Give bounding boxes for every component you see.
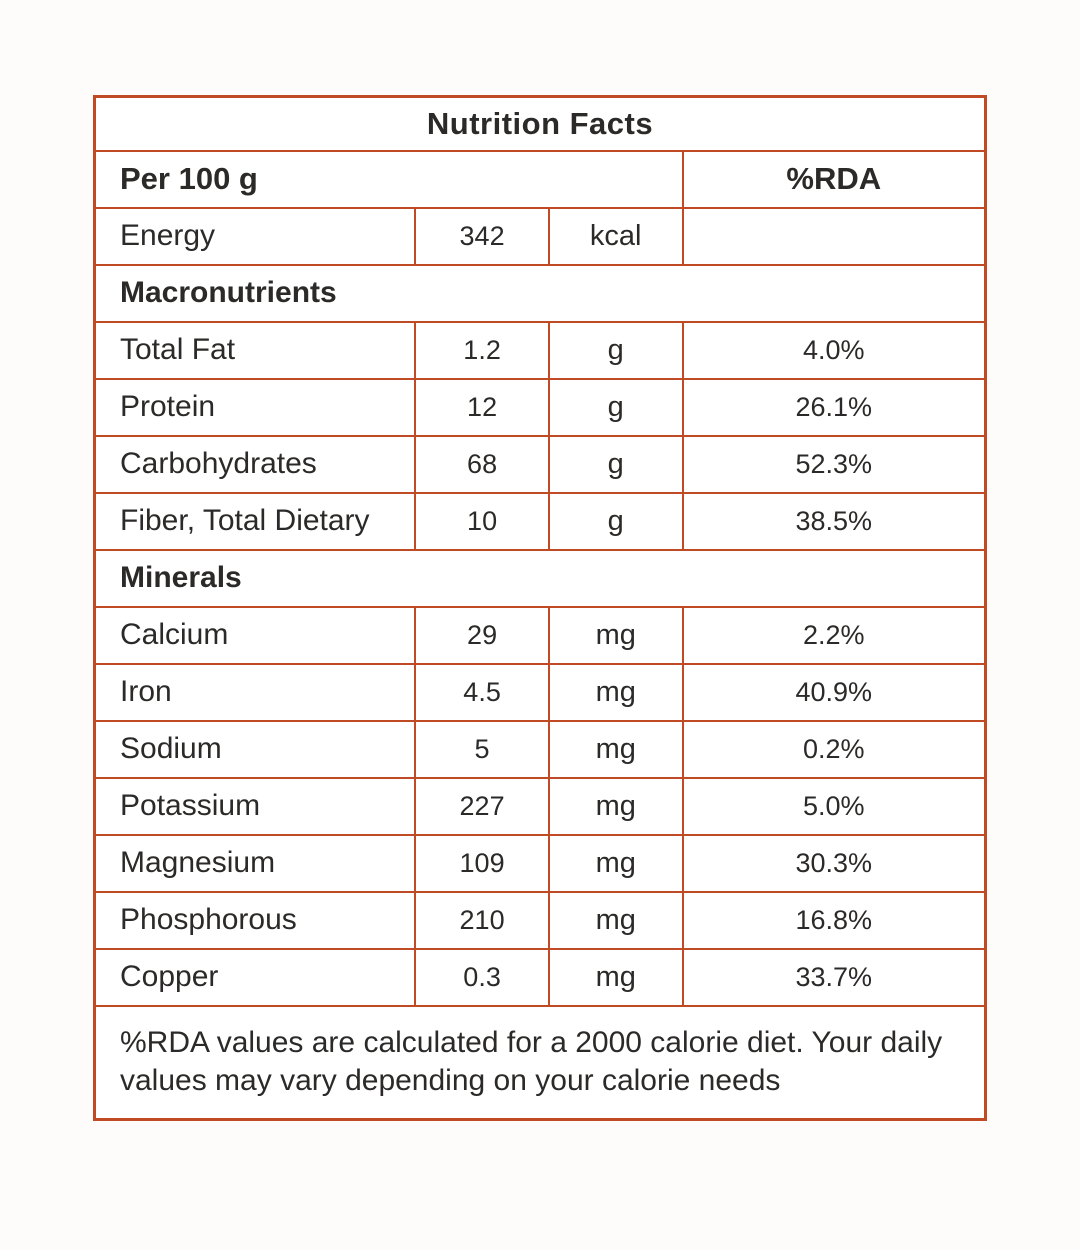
nutrient-unit: g — [549, 436, 683, 493]
nutrient-row-copper — [95, 949, 986, 1006]
nutrient-label: Protein — [95, 379, 416, 436]
nutrient-value: 68 — [415, 436, 549, 493]
nutrient-unit: mg — [549, 835, 683, 892]
nutrient-row-carbohydrates — [95, 436, 986, 493]
section-title: Minerals — [95, 550, 986, 607]
nutrient-value: 342 — [415, 208, 549, 265]
nutrient-row-energy — [95, 208, 986, 265]
nutrient-label: Copper — [95, 949, 416, 1006]
nutrient-unit: mg — [549, 892, 683, 949]
nutrient-label: Potassium — [95, 778, 416, 835]
nutrient-rda: 30.3% — [683, 835, 986, 892]
nutrient-value: 227 — [415, 778, 549, 835]
nutrient-value: 1.2 — [415, 322, 549, 379]
nutrient-value: 0.3 — [415, 949, 549, 1006]
nutrient-value: 210 — [415, 892, 549, 949]
nutrient-label: Fiber, Total Dietary — [95, 493, 416, 550]
nutrient-rda: 26.1% — [683, 379, 986, 436]
nutrient-label: Energy — [95, 208, 416, 265]
nutrient-row-phosphorous — [95, 892, 986, 949]
table-title-row — [95, 97, 986, 151]
footnote-row — [95, 1006, 986, 1120]
nutrient-label: Carbohydrates — [95, 436, 416, 493]
nutrient-unit: g — [549, 379, 683, 436]
nutrient-value: 5 — [415, 721, 549, 778]
nutrient-value: 29 — [415, 607, 549, 664]
nutrient-unit: g — [549, 493, 683, 550]
nutrient-rda: 38.5% — [683, 493, 986, 550]
nutrient-unit: mg — [549, 949, 683, 1006]
section-header-row-macronutrients — [95, 265, 986, 322]
serving-size-header: Per 100 g — [95, 151, 683, 208]
column-header-row — [95, 151, 986, 208]
nutrient-label: Total Fat — [95, 322, 416, 379]
nutrient-value: 10 — [415, 493, 549, 550]
nutrient-unit: mg — [549, 721, 683, 778]
nutrient-rda: 5.0% — [683, 778, 986, 835]
nutrient-value: 12 — [415, 379, 549, 436]
nutrient-rda — [683, 208, 986, 265]
rda-footnote: %RDA values are calculated for a 2000 calorie diet. Your daily values may vary depending on your calorie needs — [95, 1006, 986, 1120]
nutrient-label: Iron — [95, 664, 416, 721]
nutrient-rda: 40.9% — [683, 664, 986, 721]
nutrient-row-calcium — [95, 607, 986, 664]
nutrient-value: 109 — [415, 835, 549, 892]
nutrient-unit: g — [549, 322, 683, 379]
section-title: Macronutrients — [95, 265, 986, 322]
nutrient-value: 4.5 — [415, 664, 549, 721]
nutrient-unit: mg — [549, 607, 683, 664]
nutrient-row-total-fat — [95, 322, 986, 379]
nutrient-unit: mg — [549, 664, 683, 721]
nutrient-rda: 52.3% — [683, 436, 986, 493]
nutrient-unit: kcal — [549, 208, 683, 265]
nutrient-rda: 2.2% — [683, 607, 986, 664]
nutrient-row-fiber — [95, 493, 986, 550]
nutrient-rda: 33.7% — [683, 949, 986, 1006]
nutrient-unit: mg — [549, 778, 683, 835]
nutrient-label: Magnesium — [95, 835, 416, 892]
rda-column-header: %RDA — [683, 151, 986, 208]
nutrient-row-magnesium — [95, 835, 986, 892]
nutrient-label: Calcium — [95, 607, 416, 664]
nutrition-facts-table — [93, 95, 987, 1121]
nutrient-rda: 0.2% — [683, 721, 986, 778]
section-header-row-minerals — [95, 550, 986, 607]
nutrient-label: Phosphorous — [95, 892, 416, 949]
nutrient-row-sodium — [95, 721, 986, 778]
nutrient-row-protein — [95, 379, 986, 436]
nutrient-rda: 4.0% — [683, 322, 986, 379]
nutrient-row-potassium — [95, 778, 986, 835]
nutrient-row-iron — [95, 664, 986, 721]
table-title: Nutrition Facts — [95, 97, 986, 151]
nutrient-label: Sodium — [95, 721, 416, 778]
nutrient-rda: 16.8% — [683, 892, 986, 949]
